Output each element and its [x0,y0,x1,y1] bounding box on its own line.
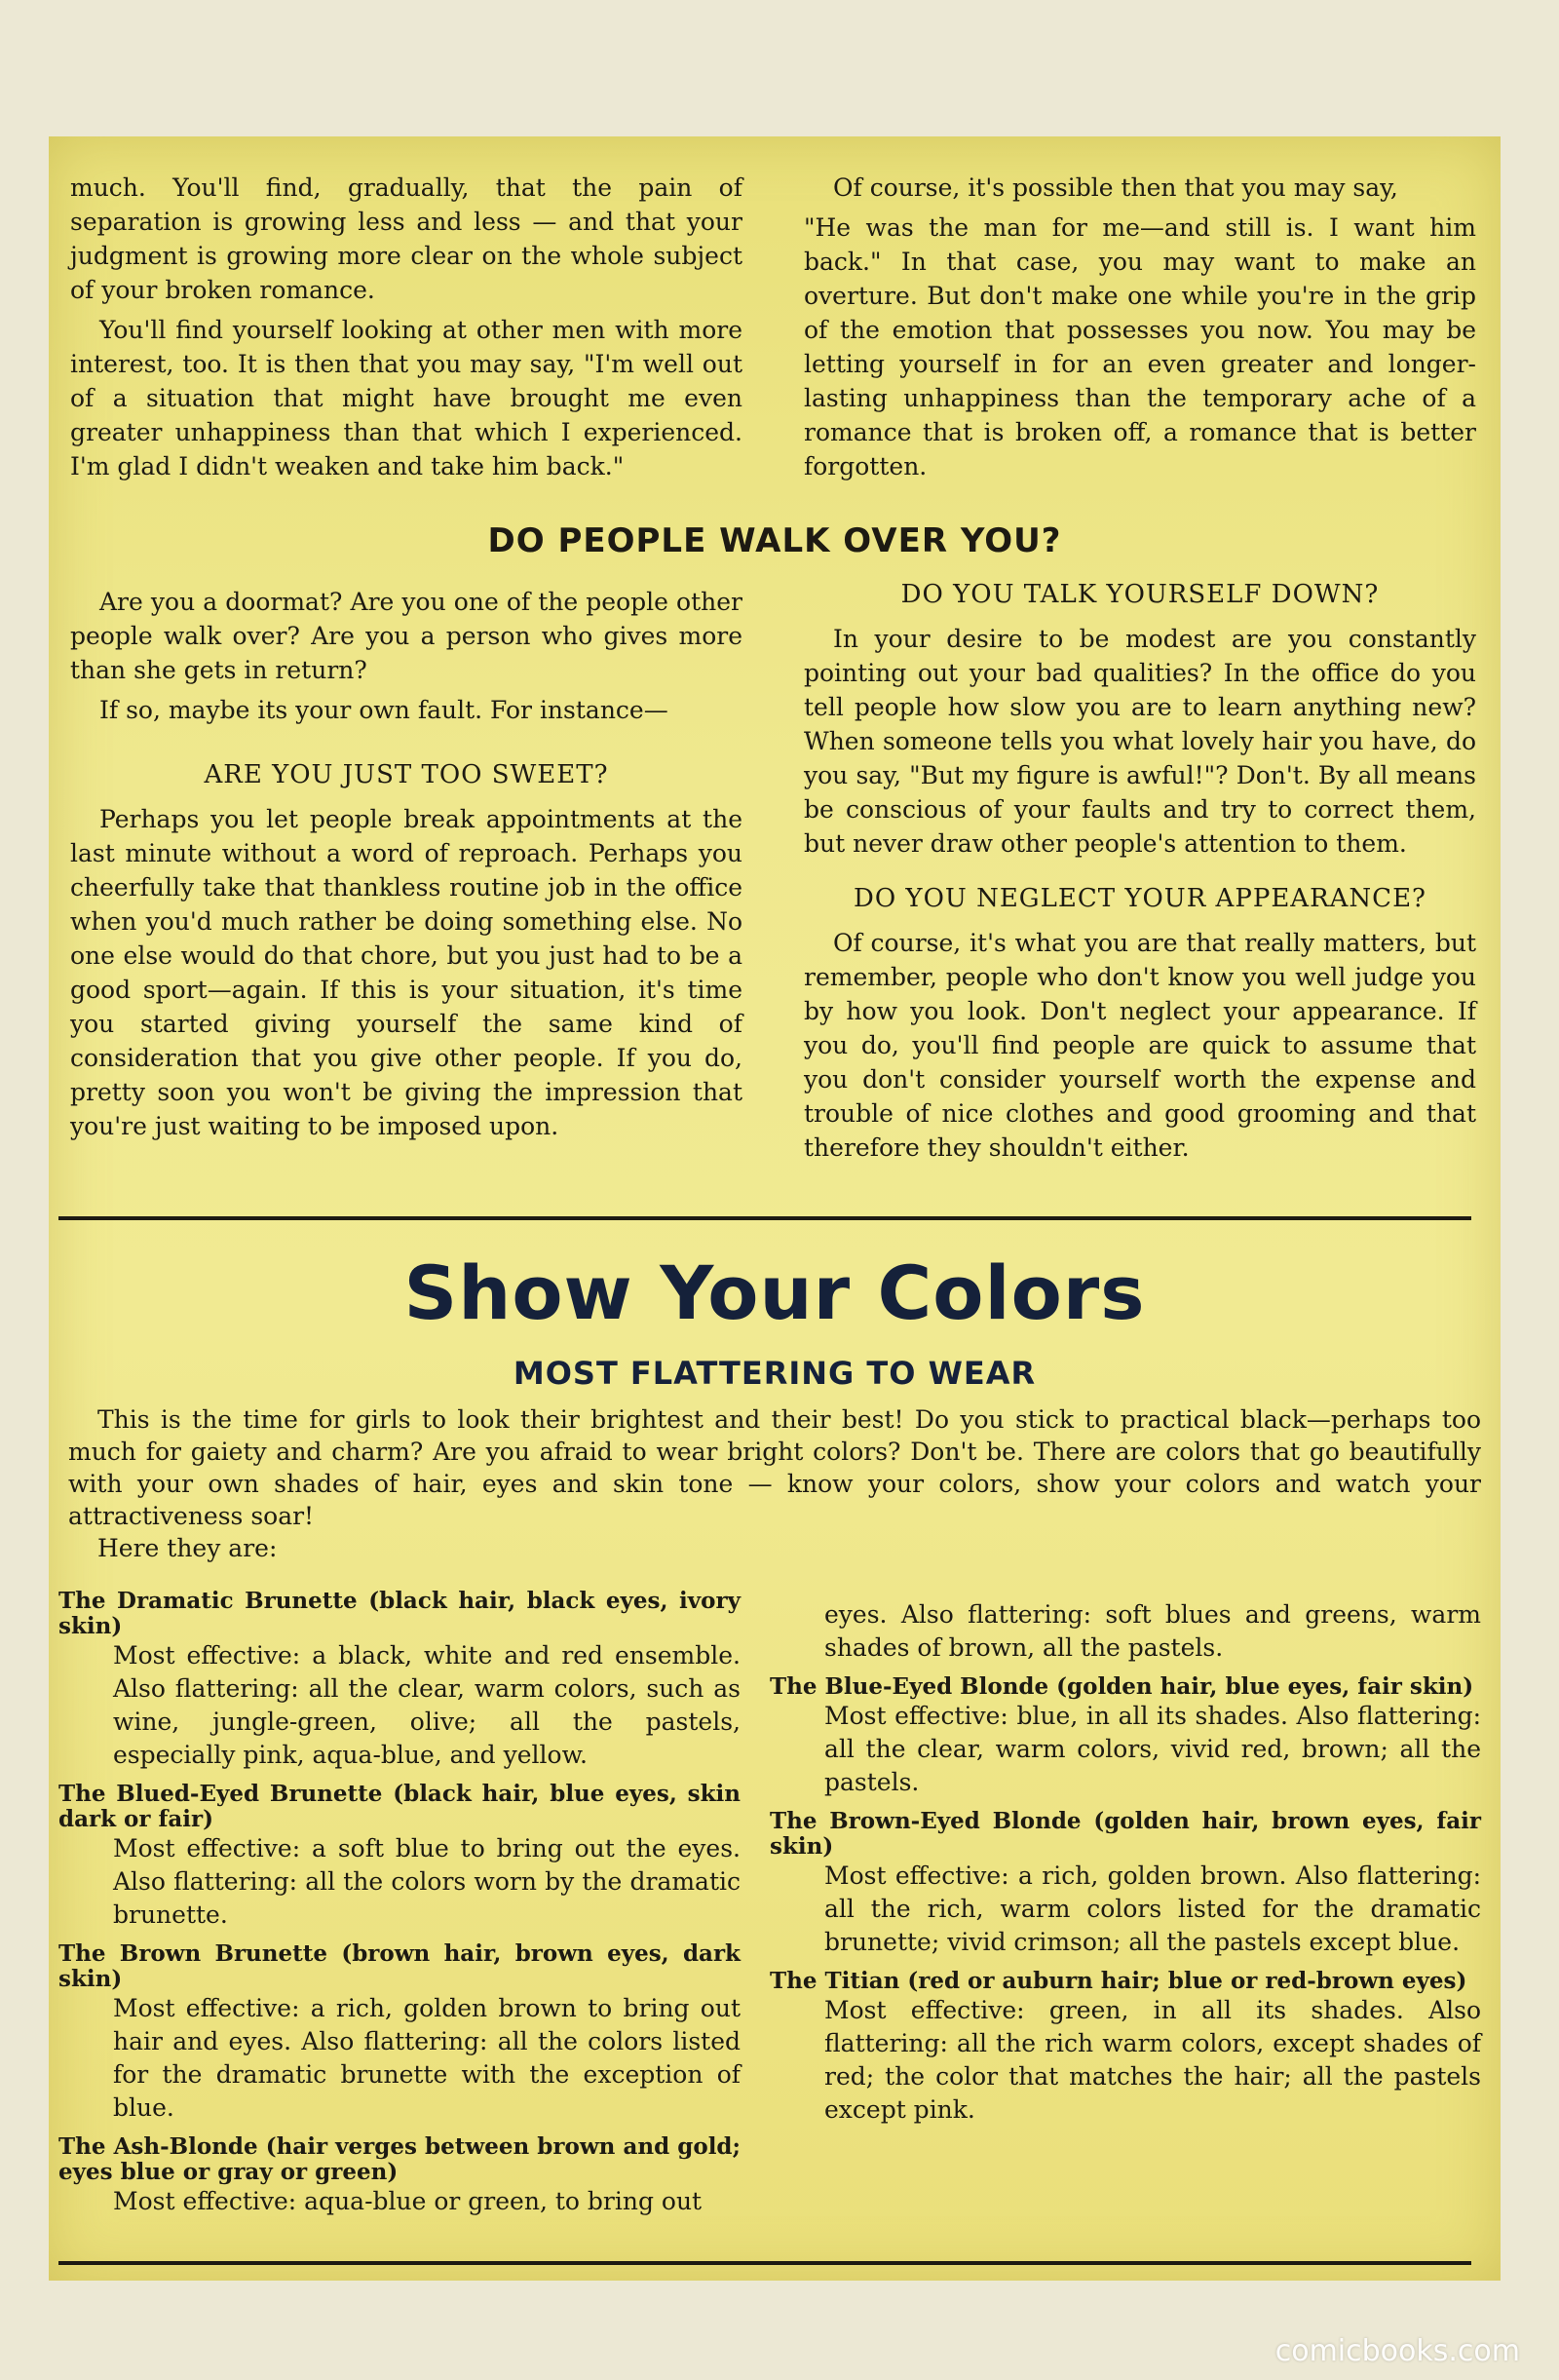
entry-name: The Blue-Eyed Blonde (golden hair, blue eyes, fair skin) [770,1673,1474,1700]
paragraph: Of course, it's possible then that you may say, [833,173,1398,202]
bottom-rule [58,2261,1471,2265]
colors-right-column [770,1598,1481,2136]
entry-name: The Blued-Eyed Brunette (black hair, blue eyes, skin dark or fair) [58,1781,741,1832]
entry-name: The Brown-Eyed Blonde (golden hair, brown eyes, fair skin) [770,1808,1481,1860]
entry-name: The Dramatic Brunette (black hair, black eyes, ivory skin) [58,1588,741,1639]
paragraph: This is the time for girls to look their brightest and their best! Do you stick to practical black—perhaps too much for gaiety and charm? Are you afraid to wear bright colors? Don't be. There are colors that go beautifully with your own shades of hair, eyes and skin tone — know your colors, show your colors and watch your attractiveness soar! [68,1405,1481,1530]
entry-name: The Ash-Blonde (hair verges between brown and gold; eyes blue or gray or green) [58,2133,741,2185]
walk-left-column [70,585,742,1149]
entry-body: Most effective: aqua-blue or green, to bring out [113,2187,703,2215]
color-type-entry [770,1969,1481,2127]
paragraph: Perhaps you let people break appointments at the last minute without a word of reproach. Perhaps you cheerfully take that thankless routine job in the office when you'd much rather be doing something else. No one else would do that chore, but you just had to be a good sport—again. If this is your situation, it's time you started giving yourself the same kind of consideration that you give other people. If you do, pretty soon you won't be giving the impression that you're just waiting to be imposed upon. [70,805,742,1140]
paragraph: much. You'll find, gradually, that the pain of separation is growing less and less — and that your judgment is growing more clear on the whole subject of your broken romance. [70,173,742,304]
entry-body: Most effective: a rich, golden brown to bring out hair and eyes. Also flattering: all the colors listed for the dramatic brunette with the exception of blue. [113,1994,741,2122]
color-type-entry [770,1809,1481,1959]
paragraph: Here they are: [97,1534,278,1562]
section-heading-walk: DO PEOPLE WALK OVER YOU? [487,521,1062,560]
magazine-page [49,136,1501,2281]
paragraph: In your desire to be modest are you constantly pointing out your bad qualities? In the office do you tell people how slow you are to learn anything new? When someone tells you what lovely hair you have, do you say, "But my figure is awful!"? Don't. By all means be conscious of your faults and try to correct them, but never draw other people's attention to them. [804,625,1476,858]
subheading: ARE YOU JUST TOO SWEET? [204,760,609,789]
color-type-entry [58,1941,741,2125]
entry-name: The Brown Brunette (brown hair, brown eyes, dark skin) [58,1940,741,1992]
paragraph: Are you a doormat? Are you one of the people other people walk over? Are you a person who gives more than she gets in return? [70,588,742,684]
entry-body: Most effective: a black, white and red ensemble. Also flattering: all the clear, warm colors, such as wine, jungle-green, olive; all the pastels, especially pink, aqua-blue, and yellow. [113,1641,741,1769]
color-type-entry [58,1589,741,1772]
watermark-logo: comicbooks.com [1274,2334,1520,2368]
color-type-entry [770,1674,1481,1799]
paragraph: Of course, it's what you are that really matters, but remember, people who don't know you well judge you by how you look. Don't neglect your appearance. If you do, you'll find people are quick to assume that you don't consider yourself worth the expense and trouble of nice clothes and good grooming and that therefore they shouldn't either. [804,929,1476,1162]
entry-body: Most effective: a rich, golden brown. Also flattering: all the rich, warm colors listed for the dramatic brunette; vivid crimson; all the pastels except blue. [824,1862,1481,1956]
paragraph: If so, maybe its your own fault. For instance— [99,696,668,724]
paragraph: You'll find yourself looking at other men with more interest, too. It is then that you may say, "I'm well out of a situation that might have brought me even greater unhappiness than that which I experienced. I'm glad I didn't weaken and take him back." [70,316,742,480]
subheading: DO YOU NEGLECT YOUR APPEARANCE? [854,884,1426,913]
top-left-column [70,171,742,489]
entry-body: Most effective: a soft blue to bring out the eyes. Also flattering: all the colors worn by the dramatic brunette. [113,1834,741,1929]
divider-rule [58,1216,1471,1220]
walk-right-column [804,570,1476,1171]
subheading: DO YOU TALK YOURSELF DOWN? [900,580,1380,609]
entry-name: The Titian (red or auburn hair; blue or red-brown eyes) [770,1968,1467,1994]
colors-left-column [58,1589,741,2228]
entry-body: Most effective: blue, in all its shades. Also flattering: all the clear, warm colors, vivid red, brown; all the pastels. [824,1702,1481,1796]
entry-continuation: eyes. Also flattering: soft blues and greens, warm shades of brown, all the pastels. [824,1600,1481,1662]
paragraph: "He was the man for me—and still is. I want him back." In that case, you may want to make an overture. But don't make one while you're in the grip of the emotion that possesses you now. You may be letting yourself in for an even greater and longer-lasting unhappiness than the temporary ache of a romance that is broken off, a romance that is better forgotten. [804,213,1476,480]
entry-body: Most effective: green, in all its shades. Also flattering: all the rich warm colors, except shades of red; the color that matches the hair; all the pastels except pink. [824,1996,1481,2124]
colors-intro [68,1403,1481,1564]
section-title-colors: Show Your Colors [403,1249,1146,1336]
section-subtitle: MOST FLATTERING TO WEAR [513,1355,1037,1392]
top-right-column [804,171,1476,489]
color-type-entry [58,1782,741,1932]
color-type-entry [58,2134,741,2218]
